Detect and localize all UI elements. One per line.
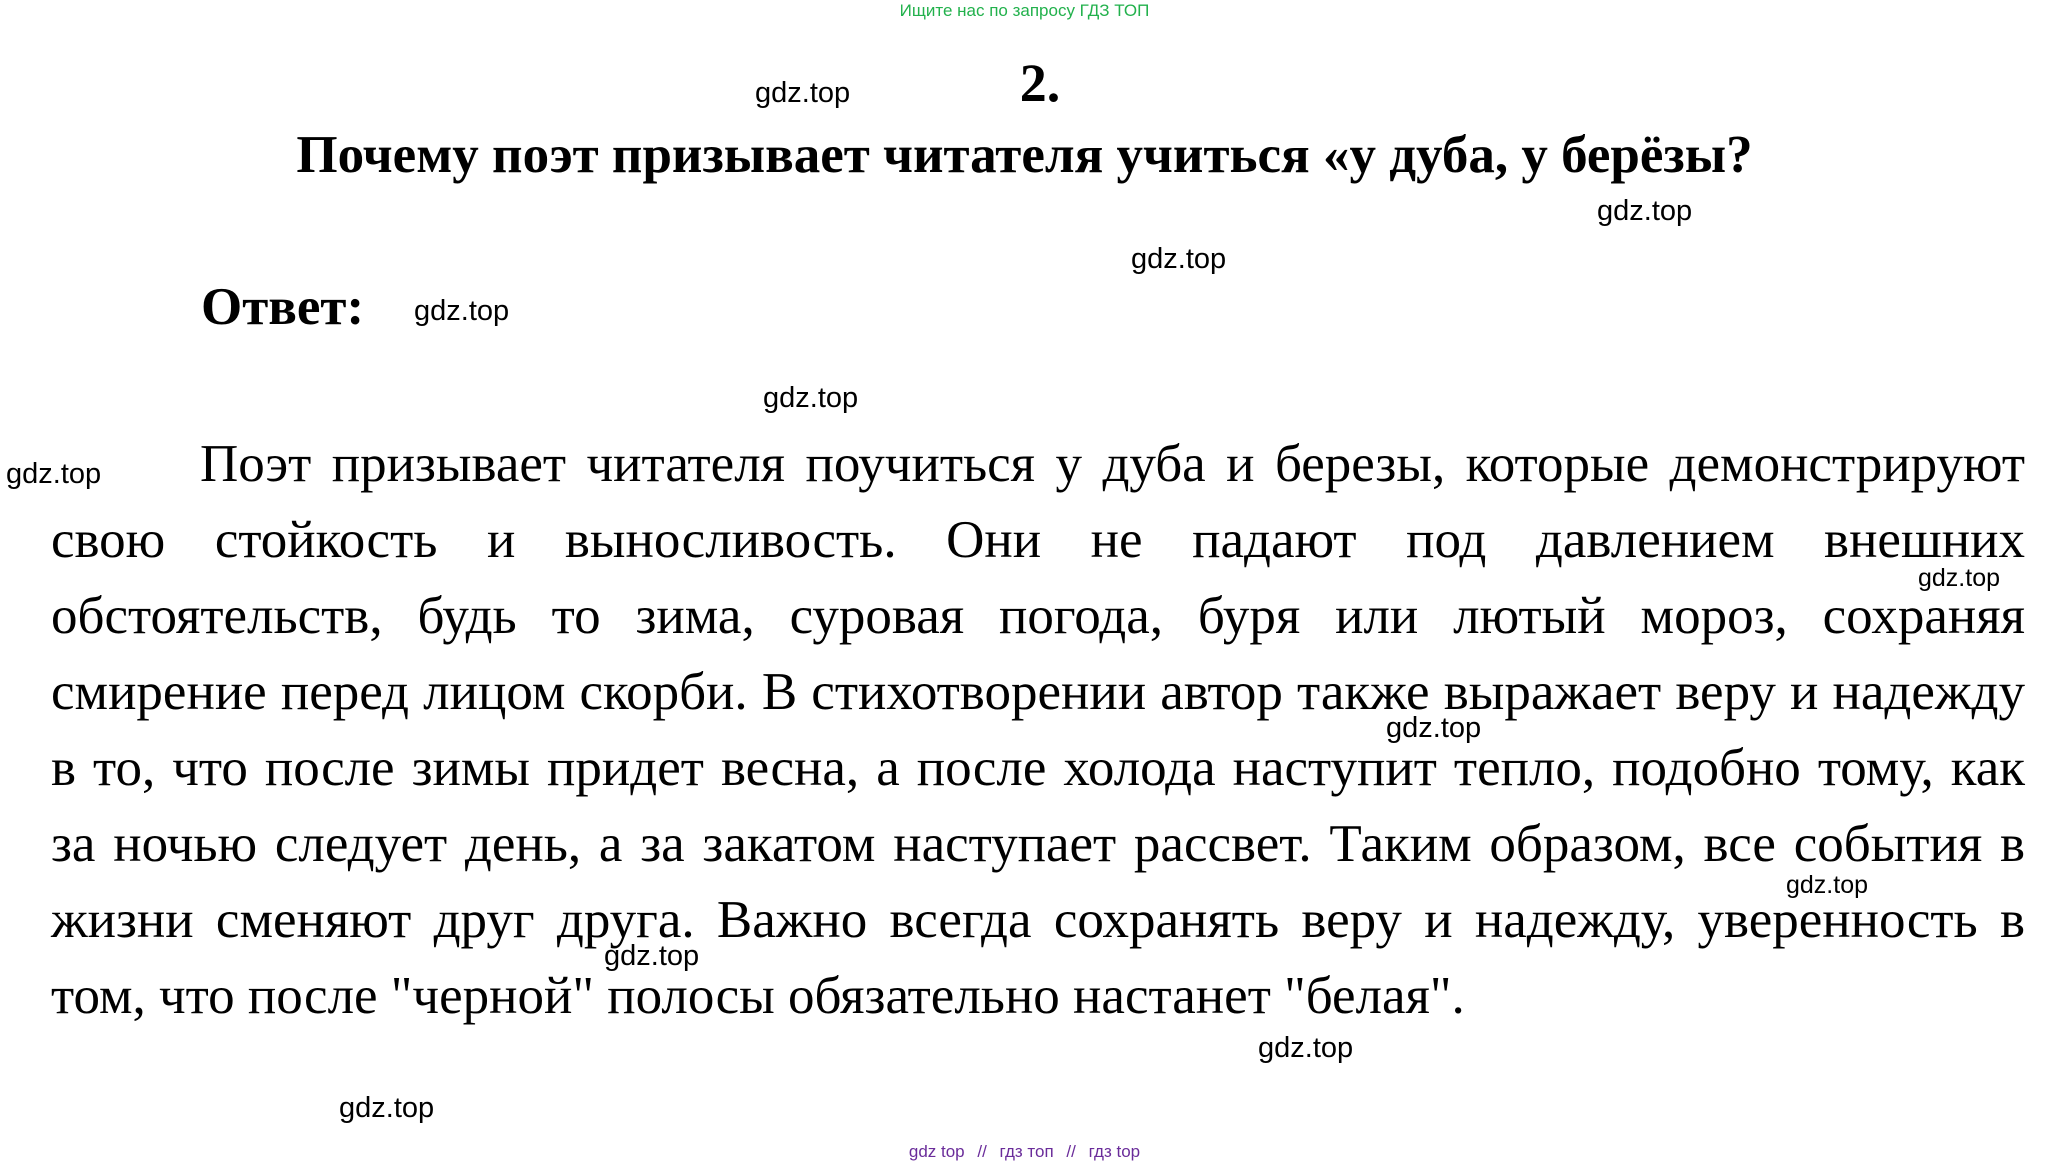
watermark: gdz.top <box>763 382 859 414</box>
footer-link[interactable]: гдз top <box>1088 1142 1141 1161</box>
answer-heading: Ответ: <box>201 278 365 336</box>
footer-links <box>0 1141 2049 1163</box>
question-title: Почему поэт призывает читателя учиться «у дуба, у берёзы? <box>296 126 1753 184</box>
watermark: gdz.top <box>6 458 102 490</box>
watermark: gdz.top <box>1786 871 1869 899</box>
footer-link[interactable]: гдз топ <box>999 1142 1054 1161</box>
watermark: gdz.top <box>414 295 510 327</box>
watermark: gdz.top <box>1597 195 1693 227</box>
watermark: gdz.top <box>1258 1032 1354 1064</box>
task-number: 2. <box>1019 53 1061 113</box>
watermark: gdz.top <box>1918 564 2001 592</box>
watermark: gdz.top <box>604 940 700 972</box>
watermark: gdz.top <box>1386 712 1482 744</box>
answer-text: Поэт призывает читателя поучиться у дуба и березы, которые демонстрируют свою стойкость и выносливость. Они не падают под давлением внешних обстоятельств, будь то зима, суровая погода, буря или лютый мороз, сохраняя смирение перед лицом скорби. В стихотворении автор также выражает веру и надежду в то, что после зимы придет весна, а после холода наступит тепло, подобно тому, как за ночью следует день, а за закатом наступает рассвет. Таким образом, все события в жизни сменяют друг друга. Важно всегда сохранять веру и надежду, уверенность в том, что после "черной" полосы обязательно настанет "белая". <box>51 435 2025 1025</box>
watermark: gdz.top <box>339 1092 435 1124</box>
footer-separator: // <box>1066 1142 1076 1161</box>
footer-separator: // <box>977 1142 987 1161</box>
footer-link[interactable]: gdz top <box>908 1142 965 1161</box>
top-banner: Ищите нас по запросу ГДЗ ТОП <box>899 1 1150 20</box>
watermark: gdz.top <box>755 77 851 109</box>
watermark: gdz.top <box>1131 243 1227 275</box>
